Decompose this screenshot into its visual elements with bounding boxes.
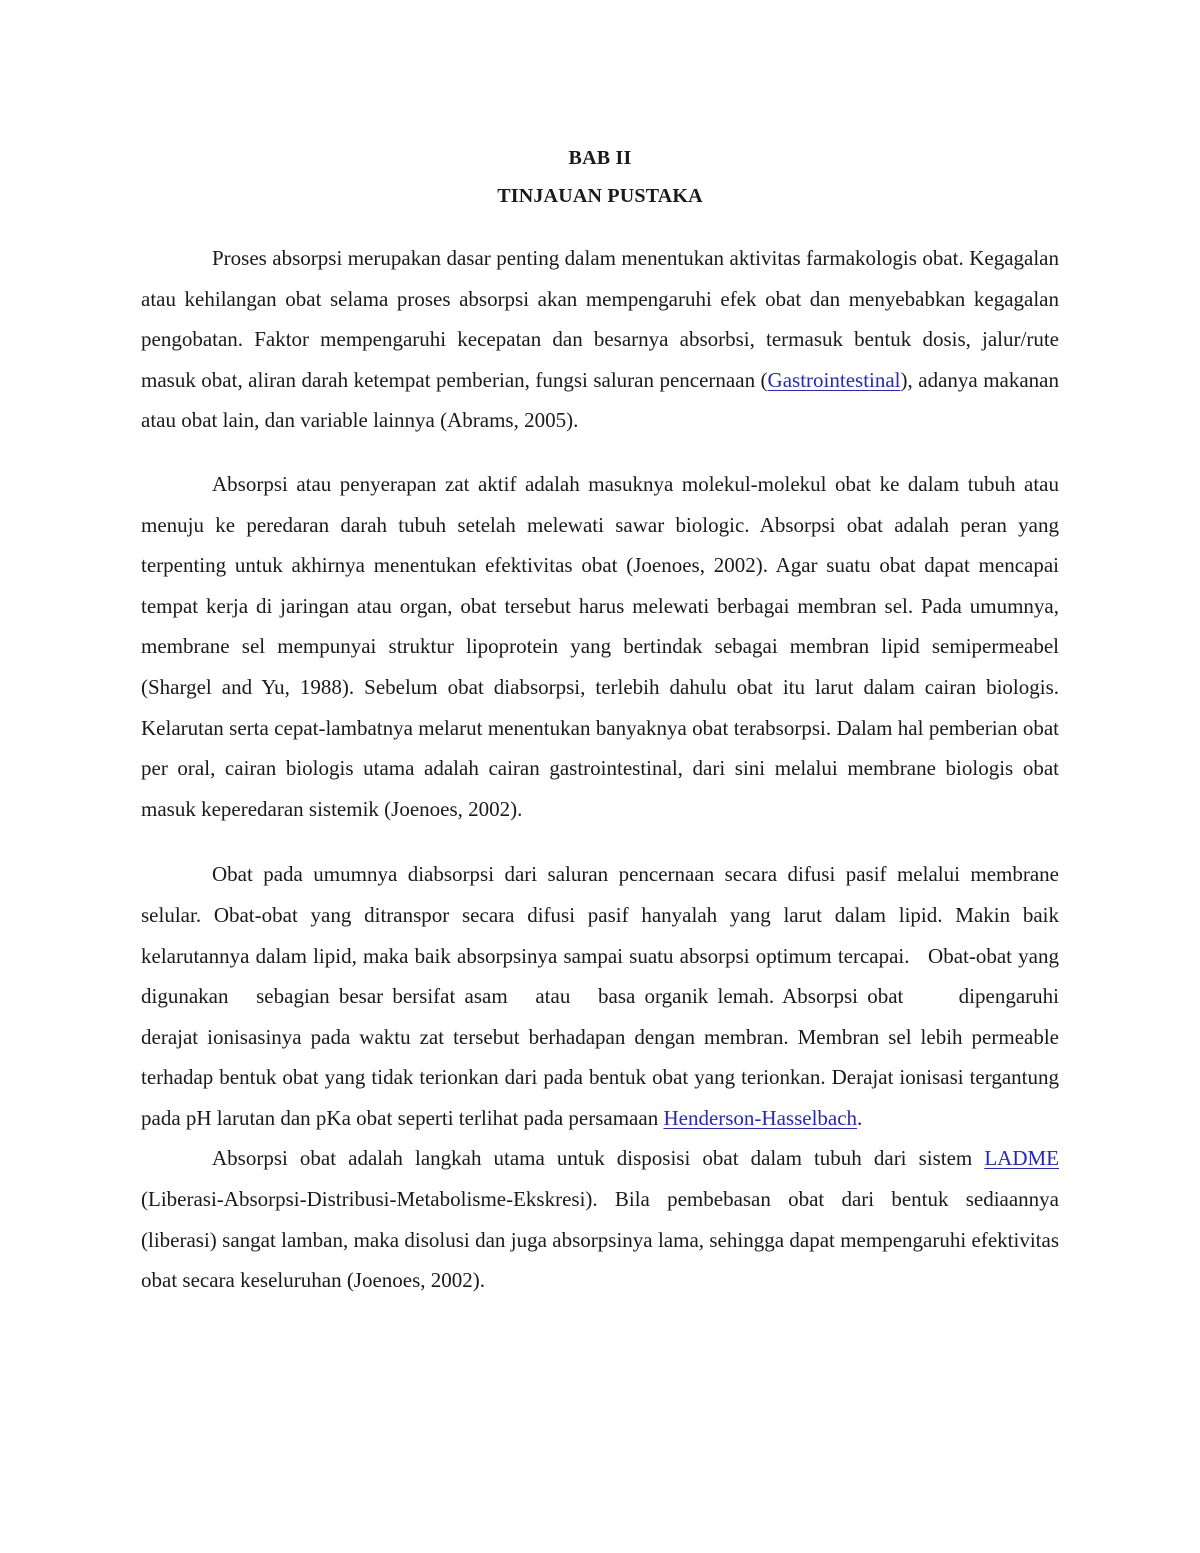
paragraph-2: Absorpsi atau penyerapan zat aktif adalah masuknya molekul-molekul obat ke dalam tubuh atau menuju ke peredaran darah tubuh setelah melewati sawar biologic. Absorpsi obat adalah peran yang terpenting untuk akhirnya menentukan efektivitas obat (Joenoes, 2002). Agar suatu obat dapat mencapai tempat kerja di jaringan atau organ, obat tersebut harus melewati berbagai membran sel. Pada umumnya, membrane sel mempunyai struktur lipoprotein yang bertindak sebagai membran lipid semipermeabel (Shargel and Yu, 1988). Sebelum obat diabsorpsi, terlebih dahulu obat itu larut dalam cairan biologis. Kelarutan serta cepat-lambatnya melarut menentukan banyaknya obat terabsorpsi. Dalam hal pemberian obat per oral, cairan biologis utama adalah cairan gastrointestinal, dari sini melalui membrane biologis obat masuk keperedaran sistemik (Joenoes, 2002). [141, 471, 1059, 821]
chapter-title: TINJAUAN PUSTAKA [497, 185, 703, 207]
chapter-heading: BAB II [568, 147, 632, 169]
paragraph-1 [141, 238, 1059, 441]
gastrointestinal-link[interactable]: Gastrointestinal [767, 367, 901, 392]
paragraph-4-text-a: Absorpsi obat adalah langkah utama untuk disposisi obat dalam tubuh dari sistem [212, 1146, 985, 1171]
paragraph-1-text-a: Proses absorpsi merupakan dasar penting dalam menentukan aktivitas farmakologis obat. Kegagalan atau kehilangan obat selama proses absorpsi akan mempengaruhi efek obat dan menyebabkan kegagalan pengobatan. Faktor mempengaruhi kecepatan dan besarnya absorbsi, termasuk bentuk dosis, jalur/rute masuk obat, aliran darah ketempat pemberian, fungsi saluran pencernaan ( [141, 246, 1059, 392]
paragraph-3-text-b: . [857, 1105, 863, 1130]
paragraph-3-text-a: Obat pada umumnya diabsorpsi dari saluran pencernaan secara difusi pasif melalui membrane selular. Obat-obat yang ditranspor secara difusi pasif hanyalah yang larut dalam lipid. Makin baik kelarutannya dalam lipid, maka baik absorpsinya sampai suatu absorpsi optimum tercapai. Obat-obat yang digunakan sebagian besar bersifat asam atau basa organik lemah. Absorpsi obat dipengaruhi derajat ionisasinya pada waktu zat tersebut berhadapan dengan membran. Membran sel lebih permeable terhadap bentuk obat yang tidak terionkan dari pada bentuk obat yang terionkan. Derajat ionisasi tergantung pada pH larutan dan pKa obat seperti terlihat pada persamaan [141, 862, 1091, 1130]
henderson-hasselbach-link[interactable]: Henderson-Hasselbach [663, 1105, 858, 1130]
paragraph-3 [141, 854, 1091, 1138]
paragraph-4-text-b: (Liberasi-Absorpsi-Distribusi-Metabolisme-Ekskresi). Bila pembebasan obat dari bentuk sediaannya (liberasi) sangat lamban, maka disolusi dan juga absorpsinya lama, sehingga dapat mempengaruhi efektivitas obat secara keseluruhan (Joenoes, 2002). [141, 1187, 1059, 1293]
paragraph-4 [141, 1138, 1059, 1300]
ladme-link[interactable]: LADME [984, 1146, 1059, 1171]
paragraph-1-text-b: ), adanya makanan atau obat lain, dan variable lainnya (Abrams, 2005). [141, 367, 1059, 433]
document-page [141, 140, 1091, 1301]
